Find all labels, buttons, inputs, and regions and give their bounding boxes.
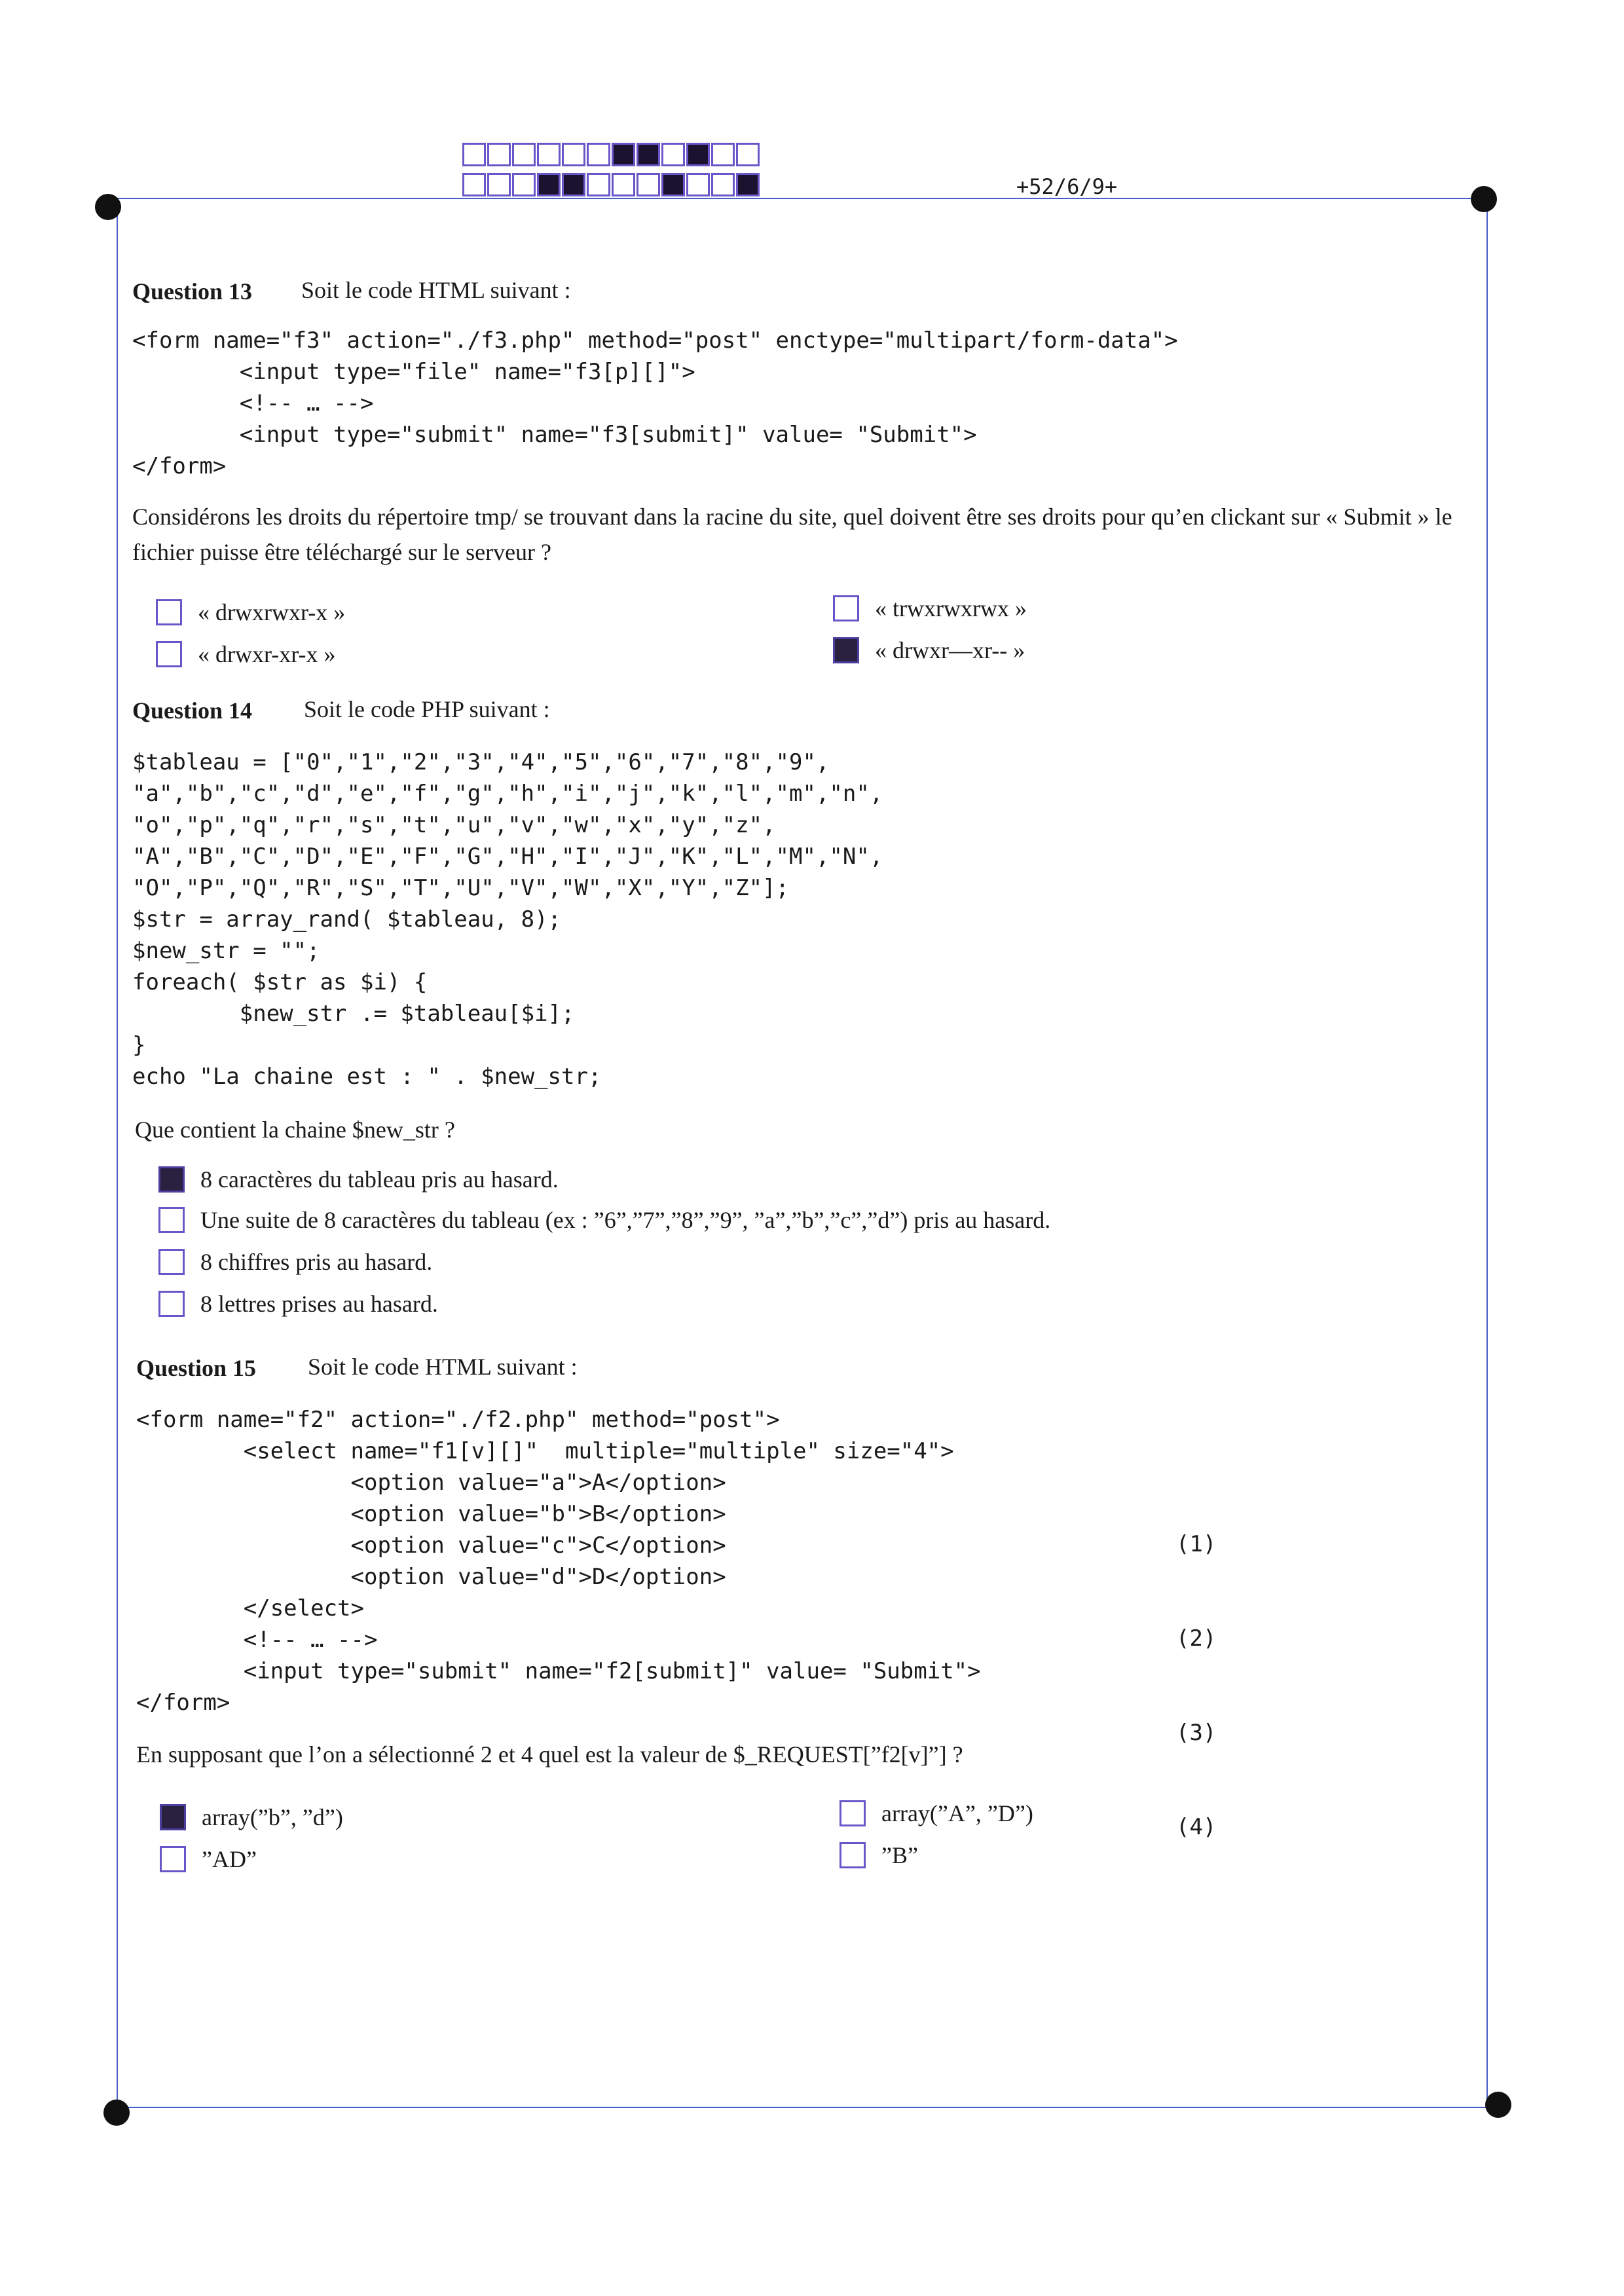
checkbox[interactable]: [833, 637, 859, 663]
q15-text: En supposant que l’on a sélectionné 2 et 4 quel est la valeur de $_REQUEST[”f2[v]”] ?: [136, 1741, 963, 1768]
barcode-cell: [637, 143, 660, 166]
q14-title: Question 14: [132, 697, 253, 724]
option-numbers: [1176, 1466, 1216, 1874]
choice-label: « drwxrwxr-x »: [198, 599, 346, 625]
barcode-cell: [686, 143, 710, 166]
q15-intro: Soit le code HTML suivant :: [308, 1354, 578, 1380]
q13-text: Considérons les droits du répertoire tmp/ se trouvant dans la racine du site, quel doivent être ses droits pour qu’en clickant sur « Submit » le fichier puisse être téléchargé sur le serveur ?: [132, 504, 1452, 565]
checkbox[interactable]: [158, 1207, 185, 1233]
q13-code: <form name="f3" action="./f3.php" method="post" enctype="multipart/form-data"> <input type="file" name="f3[p][]"> <!-- … --> <input type="submit" name="f3[submit]" value= "Submit"> </form>: [132, 327, 1178, 479]
barcode-cell: [512, 143, 536, 166]
q14-choice-d[interactable]: [158, 1290, 438, 1318]
registration-mark-bottom-left: [103, 2100, 130, 2126]
page-id: +52/6/9+: [1016, 174, 1118, 199]
registration-mark-bottom-right: [1485, 2092, 1511, 2118]
barcode-cell: [661, 143, 685, 166]
barcode-cell: [487, 173, 511, 196]
choice-label: ”B”: [881, 1842, 918, 1868]
barcode-cell: [711, 173, 735, 196]
barcode-cell: [537, 143, 561, 166]
barcode-row-2: [462, 173, 761, 196]
q14-text: Que contient la chaine $new_str ?: [135, 1117, 455, 1143]
option-number: (1): [1176, 1531, 1217, 1557]
q13-title: Question 13: [132, 278, 253, 305]
barcode-cell: [711, 143, 735, 166]
q13-choice-c[interactable]: [833, 595, 1027, 622]
barcode-cell: [512, 173, 536, 196]
checkbox[interactable]: [840, 1800, 866, 1826]
option-number: (2): [1176, 1625, 1217, 1652]
q14-intro: Soit le code PHP suivant :: [304, 696, 550, 722]
choice-label: Une suite de 8 caractères du tableau (ex : ”6”,”7”,”8”,”9”, ”a”,”b”,”c”,”d”) pris au hasard.: [200, 1207, 1051, 1233]
checkbox[interactable]: [156, 641, 182, 667]
q13-choice-d[interactable]: [833, 637, 1025, 664]
q15-title: Question 15: [136, 1355, 257, 1381]
barcode-cell: [736, 143, 760, 166]
checkbox[interactable]: [158, 1291, 185, 1317]
choice-label: « drwxr-xr-x »: [198, 641, 336, 667]
q13-choice-a[interactable]: [156, 599, 345, 626]
q14-choice-a[interactable]: [158, 1166, 559, 1193]
barcode-cell: [637, 173, 660, 196]
q13-choice-b[interactable]: [156, 640, 336, 668]
q14-code: $tableau = ["0","1","2","3","4","5","6","7","8","9", "a","b","c","d","e","f","g","h","i","j","k","l","m","n", "o","p","q","r","s","t","u","v","w","x","y","z", "A","B","C","D","E","F","G","H","I","J","K","L","M","N", "O","P","Q","R","S","T","U","V","W","X","Y","Z"]; $str = array_rand( $tableau, 8); $new_str = ""; foreach( $str as $i) { $new_str .= $tableau[$i]; } echo "La chaine est : " . $new_str;: [132, 749, 883, 1090]
barcode-cell: [661, 173, 685, 196]
barcode-cell: [686, 173, 710, 196]
barcode-cell: [487, 143, 511, 166]
choice-label: 8 lettres prises au hasard.: [200, 1291, 438, 1317]
checkbox[interactable]: [156, 599, 182, 625]
q15-choice-a[interactable]: [160, 1804, 343, 1831]
registration-mark-top-left: [95, 194, 121, 220]
barcode-cell: [736, 173, 760, 196]
choice-label: « trwxrwxrwx »: [875, 595, 1027, 621]
barcode-cell: [612, 173, 635, 196]
q14-choice-b[interactable]: [158, 1206, 1050, 1234]
q14-choice-c[interactable]: [158, 1248, 432, 1276]
choice-label: array(”b”, ”d”): [202, 1804, 343, 1830]
checkbox[interactable]: [160, 1804, 186, 1830]
barcode-cell: [462, 173, 486, 196]
q13-intro: Soit le code HTML suivant :: [301, 277, 571, 303]
choice-label: 8 caractères du tableau pris au hasard.: [200, 1166, 559, 1193]
barcode-cell: [537, 173, 561, 196]
barcode-cell: [562, 173, 585, 196]
barcode-row-1: [462, 143, 761, 166]
choice-label: ”AD”: [202, 1846, 257, 1872]
option-number: (3): [1176, 1720, 1217, 1746]
barcode-cell: [587, 143, 610, 166]
registration-mark-top-right: [1471, 186, 1497, 212]
choice-label: 8 chiffres pris au hasard.: [200, 1249, 433, 1275]
barcode-cell: [462, 143, 486, 166]
option-number: (4): [1176, 1814, 1217, 1840]
checkbox[interactable]: [840, 1842, 866, 1868]
choice-label: array(”A”, ”D”): [881, 1800, 1033, 1826]
barcode-cell: [612, 143, 635, 166]
barcode-cell: [562, 143, 585, 166]
q15-choice-c[interactable]: [840, 1800, 1033, 1827]
checkbox[interactable]: [833, 595, 859, 621]
checkbox[interactable]: [158, 1166, 185, 1193]
q15-choice-d[interactable]: [840, 1842, 918, 1869]
checkbox[interactable]: [158, 1249, 185, 1275]
checkbox[interactable]: [160, 1846, 186, 1872]
choice-label: « drwxr—xr-- »: [875, 637, 1025, 663]
q15-choice-b[interactable]: [160, 1845, 257, 1873]
q15-code: <form name="f2" action="./f2.php" method="post"> <select name="f1[v][]" multiple="multiple" size="4"> <option value="a">A</option> <option value="b">B</option> <option value="c">C</option> <option value="d">D</option> </select> <!-- … --> <input type="submit" name="f2[submit]" value= "Submit"> </form>: [136, 1407, 981, 1716]
barcode-cell: [587, 173, 610, 196]
